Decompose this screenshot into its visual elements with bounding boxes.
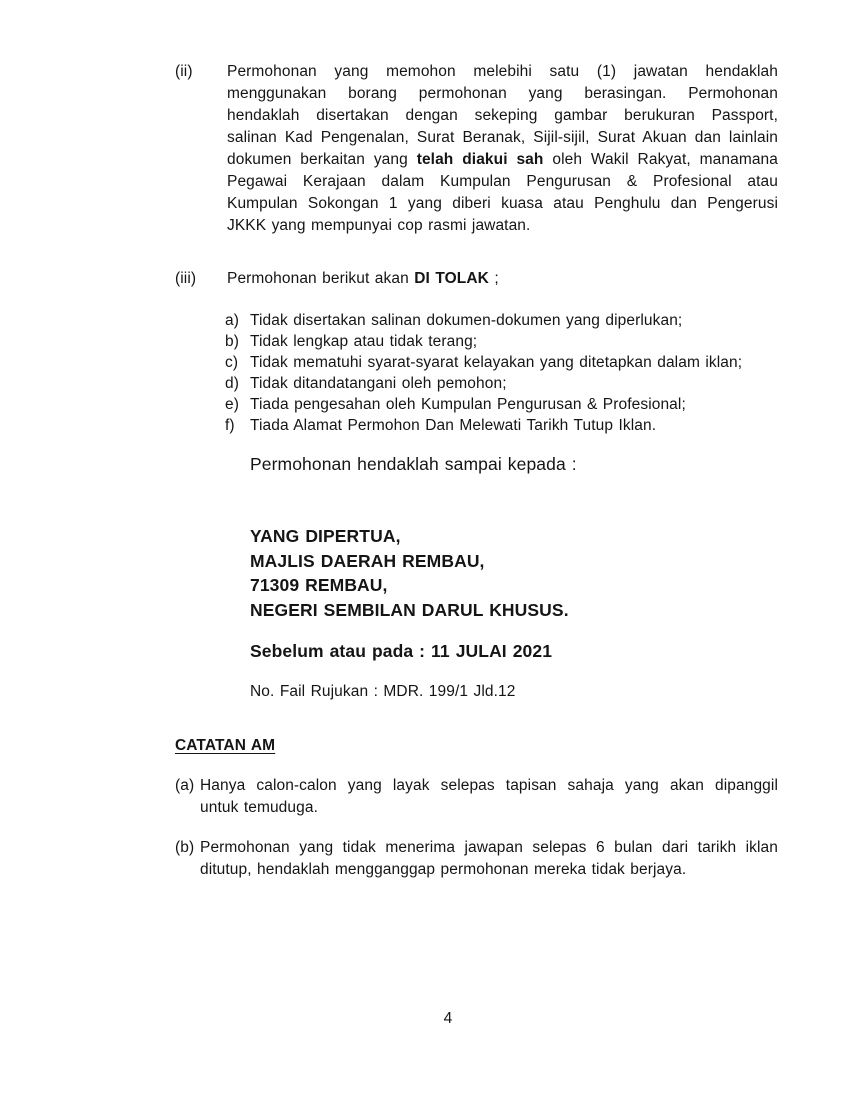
list-item-label: e) <box>225 396 239 413</box>
note-item <box>175 775 778 819</box>
line-text: dokumen berkaitan yang <box>227 151 408 168</box>
emphasis-text: DI TOLAK <box>414 270 489 287</box>
list-item <box>225 373 778 394</box>
line-text: oleh Wakil Rakyat, manamana <box>552 151 778 168</box>
list-item-text: Tidak mematuhi syarat-syarat kelayakan yang ditetapkan dalam iklan; <box>250 354 743 371</box>
address-block <box>250 524 778 622</box>
notes-heading: CATATAN AM <box>175 737 276 754</box>
file-reference: No. Fail Rujukan : MDR. 199/1 Jld.12 <box>250 683 516 700</box>
paragraph-line: Kumpulan Sokongan 1 yang diberi kuasa atau Penghulu dan Pengerusi <box>227 195 778 212</box>
list-item-text: Tiada Alamat Permohon Dan Melewati Tarikh Tutup Iklan. <box>250 417 657 434</box>
paragraph-item-iii <box>175 268 778 290</box>
paragraph-line: menggunakan borang permohonan yang berasingan. Permohonan <box>227 85 778 102</box>
item-iii-label: (iii) <box>175 270 197 287</box>
rejection-list <box>225 310 778 436</box>
paragraph-item-ii <box>175 61 778 237</box>
paragraph-line: hendaklah disertakan dengan sekeping gambar berukuran Passport, <box>227 107 778 124</box>
note-item <box>175 837 778 881</box>
item-iii-body <box>227 268 778 290</box>
paragraph-line <box>227 149 778 171</box>
deadline-line: Sebelum atau pada : 11 JULAI 2021 <box>250 641 553 661</box>
list-item-label: d) <box>225 375 239 392</box>
note-line: ditutup, hendaklah mengganggap permohonan mereka tidak berjaya. <box>200 861 687 878</box>
list-item <box>225 352 778 373</box>
page-number: 4 <box>443 1010 453 1027</box>
list-item-text: Tiada pengesahan oleh Kumpulan Pengurusan & Profesional; <box>250 396 686 413</box>
note-item-body <box>200 837 778 881</box>
list-item-label: b) <box>225 333 239 350</box>
list-item-label: c) <box>225 354 239 371</box>
note-line: Hanya calon-calon yang layak selepas tapisan sahaja yang akan dipanggil <box>200 777 778 794</box>
note-item-body <box>200 775 778 819</box>
list-item-label: a) <box>225 312 239 329</box>
list-item <box>225 394 778 415</box>
list-item-text: Tidak lengkap atau tidak terang; <box>250 333 478 350</box>
list-item <box>225 310 778 331</box>
note-line: Permohonan yang tidak menerima jawapan selepas 6 bulan dari tarikh iklan <box>200 839 778 856</box>
line-text: ; <box>494 270 499 287</box>
paragraph-line: JKKK yang mempunyai cop rasmi jawatan. <box>227 217 531 234</box>
note-item-label: (b) <box>175 839 195 856</box>
paragraph-line: Pegawai Kerajaan dalam Kumpulan Pengurusan & Profesional atau <box>227 173 778 190</box>
paragraph-line: Permohonan yang memohon melebihi satu (1) jawatan hendaklah <box>227 63 778 80</box>
item-ii-body <box>227 61 778 237</box>
list-item-text: Tidak disertakan salinan dokumen-dokumen yang diperlukan; <box>250 312 683 329</box>
document-content <box>175 61 778 881</box>
list-item <box>225 331 778 352</box>
list-item <box>225 415 778 436</box>
list-item-label: f) <box>225 417 235 434</box>
address-line: NEGERI SEMBILAN DARUL KHUSUS. <box>250 599 569 620</box>
submission-heading: Permohonan hendaklah sampai kepada : <box>250 454 577 474</box>
address-line: MAJLIS DAERAH REMBAU, <box>250 550 485 571</box>
address-line: YANG DIPERTUA, <box>250 526 401 546</box>
list-item-text: Tidak ditandatangani oleh pemohon; <box>250 375 507 392</box>
note-line: untuk temuduga. <box>200 799 318 816</box>
line-text: Permohonan berikut akan <box>227 270 409 287</box>
submission-section <box>250 452 778 703</box>
note-item-label: (a) <box>175 777 195 794</box>
paragraph-line: salinan Kad Pengenalan, Surat Beranak, Sijil-sijil, Surat Akuan dan lainlain <box>227 129 778 146</box>
emphasis-text: telah diakui sah <box>416 151 544 168</box>
item-ii-label: (ii) <box>175 63 193 80</box>
address-line: 71309 REMBAU, <box>250 575 388 595</box>
